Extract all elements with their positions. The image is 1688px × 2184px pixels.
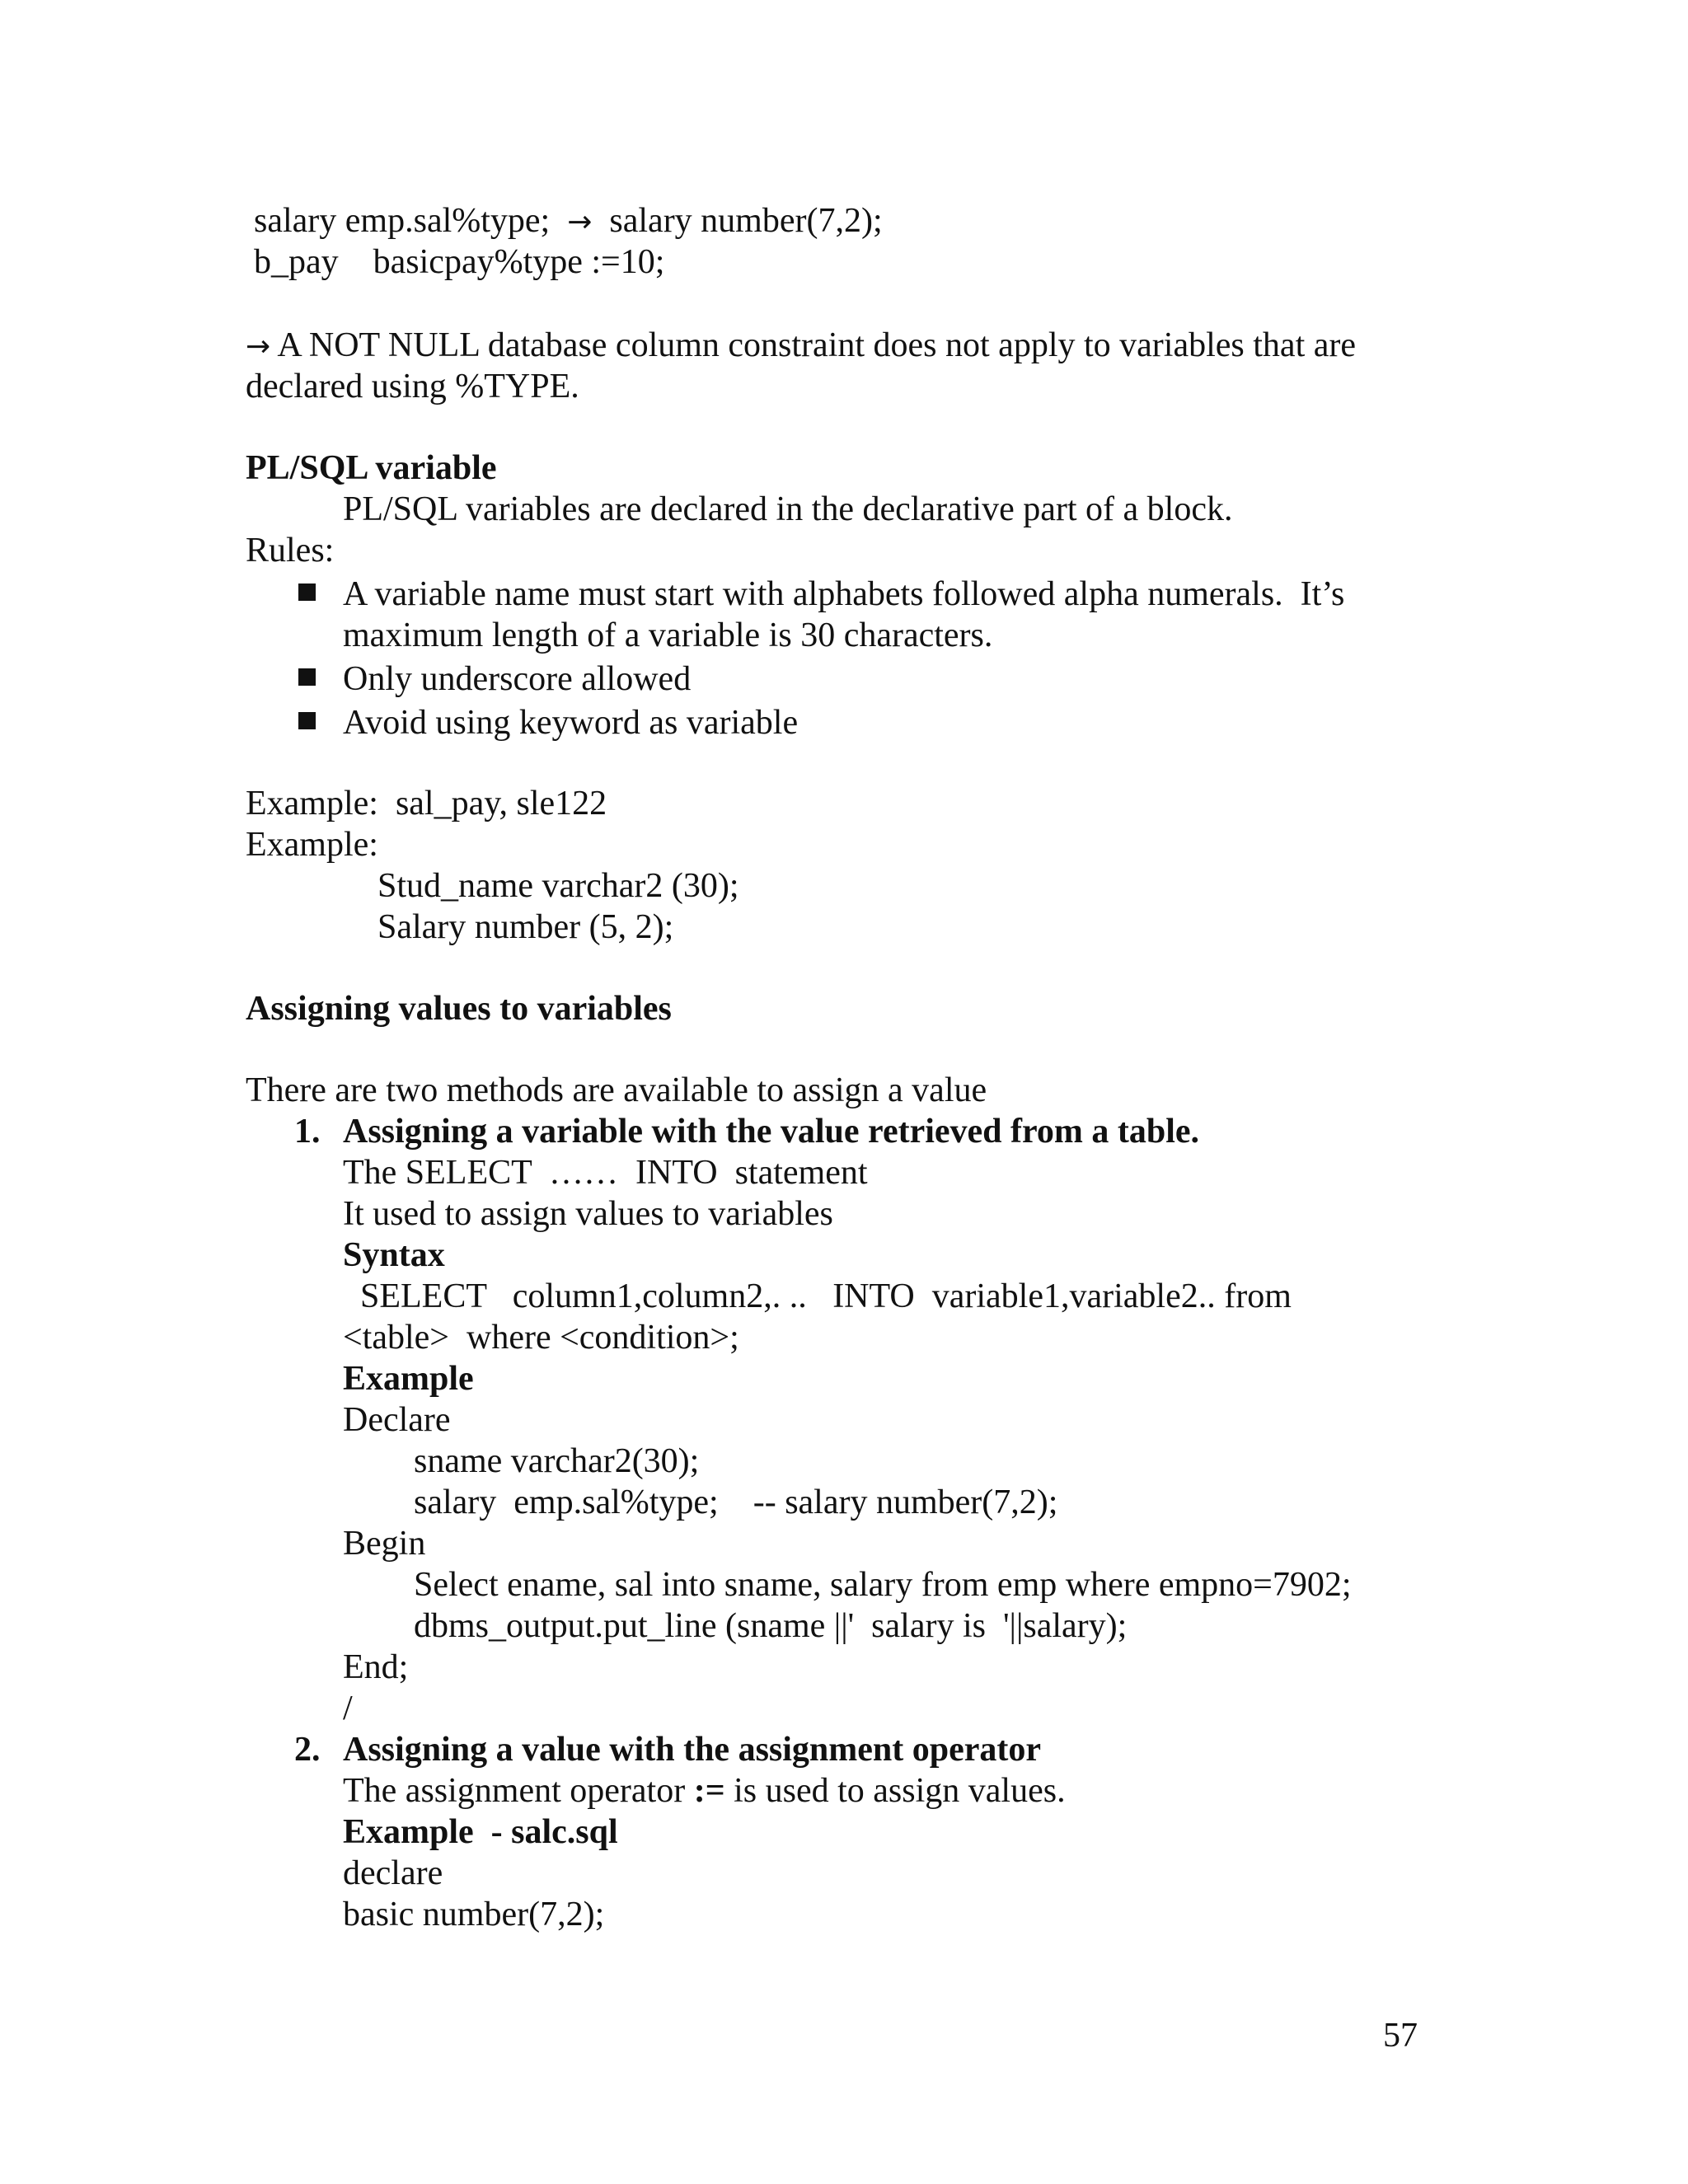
arrow-right-icon: → (567, 205, 593, 239)
list-number-1: 1. (294, 1113, 321, 1151)
note-line-2: declared using %TYPE. (246, 368, 579, 405)
method-1-line-2: It used to assign values to variables (343, 1195, 833, 1233)
section-heading-assigning-values: Assigning values to variables (246, 990, 672, 1028)
bullet-square-icon (298, 712, 316, 729)
example-code-1: Stud_name varchar2 (30); (377, 867, 739, 905)
syntax-line-2: <table> where <condition>; (343, 1319, 739, 1357)
code-select: Select ename, sal into sname, salary from emp where empno=7902; (414, 1566, 1352, 1604)
note-text: A NOT NULL database column constraint does not apply to variables that are (277, 326, 1357, 364)
bullet-square-icon (298, 583, 316, 601)
method-1-line-1: The SELECT …… INTO statement (343, 1154, 868, 1192)
section-heading-plsql-variable: PL/SQL variable (246, 449, 497, 487)
list-number-2: 2. (294, 1731, 321, 1769)
page-number: 57 (1383, 2017, 1418, 2055)
rule-item-1-cont: maximum length of a variable is 30 characters. (343, 616, 993, 654)
code-declare-2: declare (343, 1854, 443, 1892)
code-basic: basic number(7,2); (343, 1896, 605, 1933)
code-text: salary number(7,2); (609, 202, 883, 240)
method-2-line-1 (343, 1770, 1066, 1811)
assignment-operator: := (693, 1772, 725, 1810)
code-begin: Begin (343, 1525, 426, 1563)
bullet-square-icon (298, 668, 316, 686)
example-code-2: Salary number (5, 2); (377, 908, 674, 946)
note-line-1 (246, 325, 1356, 368)
example-label-2: Example - salc.sql (343, 1813, 618, 1851)
code-text: salary emp.sal%type; (254, 202, 551, 240)
method-2-heading: Assigning a value with the assignment operator (343, 1731, 1042, 1769)
code-sname: sname varchar2(30); (414, 1442, 700, 1480)
text: is used to assign values. (724, 1772, 1066, 1810)
rule-item-2: Only underscore allowed (343, 660, 692, 698)
code-declare: Declare (343, 1401, 451, 1439)
example-line-1: Example: sal_pay, sle122 (246, 785, 607, 823)
rule-item-1: A variable name must start with alphabets followed alpha numerals. It’s (343, 575, 1345, 613)
code-salary: salary emp.sal%type; -- salary number(7,2); (414, 1483, 1058, 1521)
rule-item-3: Avoid using keyword as variable (343, 704, 799, 742)
code-line-salary-type (254, 200, 883, 243)
intro-text: There are two methods are available to assign a value (246, 1071, 987, 1109)
example-label-1: Example (343, 1360, 474, 1398)
text: The assignment operator (343, 1772, 694, 1810)
syntax-line-1: SELECT column1,column2,. .. INTO variable1,variable2.. from (343, 1277, 1292, 1315)
method-1-heading: Assigning a variable with the value retrieved from a table. (343, 1113, 1200, 1151)
code-end: End; (343, 1648, 409, 1686)
code-dbms-output: dbms_output.put_line (sname ||' salary is '||salary); (414, 1607, 1128, 1645)
example-line-2: Example: (246, 826, 378, 864)
syntax-label: Syntax (343, 1236, 445, 1274)
rules-label: Rules: (246, 532, 335, 569)
section-description: PL/SQL variables are declared in the declarative part of a block. (343, 490, 1233, 528)
arrow-right-icon: → (246, 330, 271, 363)
code-line-bpay: b_pay basicpay%type :=10; (254, 243, 665, 281)
code-slash: / (343, 1690, 353, 1727)
